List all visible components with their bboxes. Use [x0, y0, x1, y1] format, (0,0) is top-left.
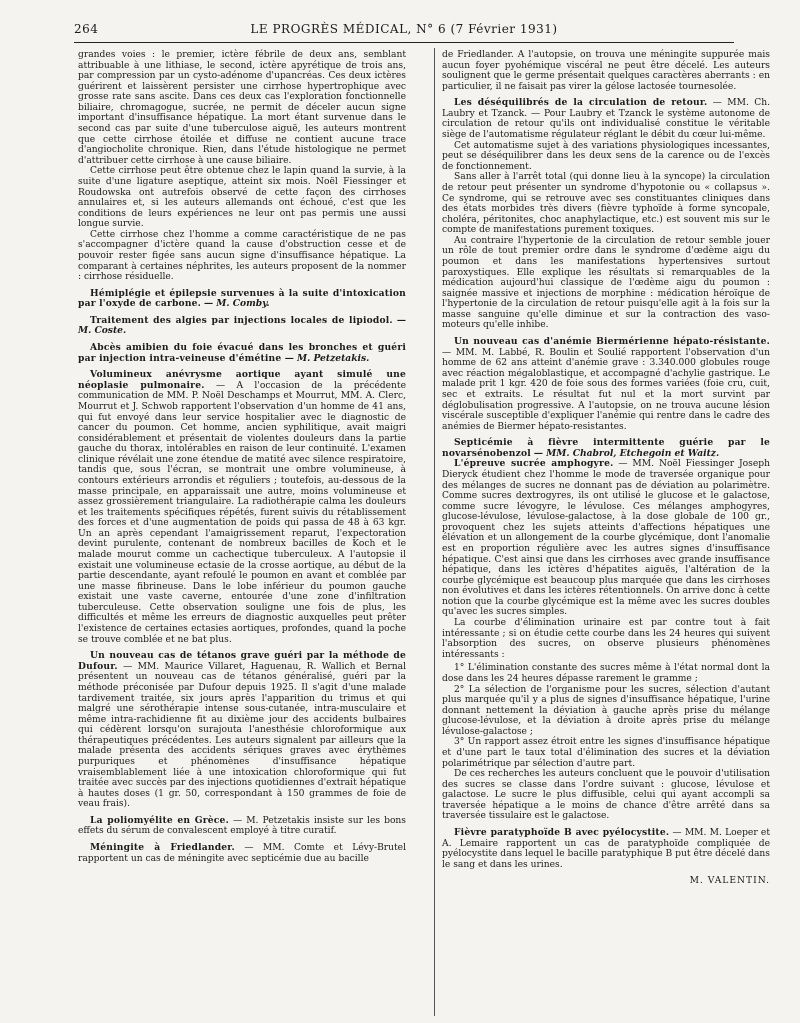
section-title: Septicémie à fièvre intermittente guérie par le novarsénobenzol: [442, 437, 770, 459]
section-title: Méningite à Friedlander.: [90, 842, 235, 854]
section-paratyphoide: [442, 828, 770, 870]
left-column: [78, 50, 406, 864]
paragraph: Au contraire l'hypertonie de la circulation de retour semble jouer un rôle de tout premier ordre dans le syndrome d'œdème aigu du poumon et dans les manifestations hypertensives surtout paroxystiques. Elle explique les résultats si remarquables de la médication aujourd'hui classique de l'œdème aigu du poumon : saignée massive et injections de morphine : médication héroïque de l'hypertonie de la circulation de retour puisqu'elle agit à la fois sur la masse sanguine qu'elle diminue et sur la contraction des vaso-moteurs qu'elle inhibe.: [442, 235, 770, 331]
list-item: 1° L'élimination constante des sucres même à l'état normal dont la dose dans les 24 heures dépasse rarement le gramme ;: [442, 663, 770, 684]
paragraph: Cet automatisme sujet à des variations physiologiques incessantes, peut se déséquilibrer dans les deux sens de la carence ou de l'excès de fonctionnement.: [442, 140, 770, 172]
right-column: [442, 50, 770, 887]
section-author: — M. Comby.: [203, 298, 270, 310]
section-title: Abcès amibien du foie évacué dans les bronches et guéri par injection intra-veineuse d'émétine —: [78, 342, 406, 364]
paragraph: Cette cirrhose chez l'homme a comme caractéristique de ne pas s'accompagner d'ictère quand la cause d'obstruction cesse et de pouvoir rester figée sans aucun signe d'insuffisance hépatique. La comparant à certaines néphrites, les auteurs proposent de la nommer : cirrhose résiduelle.: [78, 229, 406, 283]
section-title: Fièvre paratyphoïde B avec pyélocystite.: [454, 827, 670, 839]
section-text: — MM. Maurice Villaret, Haguenau, R. Wallich et Bernal présentent un nouveau cas de tétanos généralisé, guéri par la méthode préconisée par Dufour depuis 1925. Il s'agit d'une malade tardivement traitée, six jours après l'apparition du trimus et qui malgré une sérothérapie intense sous-cutanée, intra-musculaire et même intra-rachidienne fit au dixième jour des accidents bulbaires qui cédèrent lorsqu'on surajouta l'anesthésie chloroformique aux thérapeutiques précédentes. Les auteurs signalent par ailleurs que la malade présenta des accidents sériques graves avec érythèmes purpuriques et phénomènes d'insuffisance hépatique vraisemblablement liée à une intoxication chloroformique qui fut traitée avec succès par des injections quotidiennes d'extrait hépatique à hautes doses (1 gr. 50, correspondant à 150 grammes de foie de veau frais).: [78, 661, 406, 810]
list-item: 3° Un rapport assez étroit entre les signes d'insuffisance hépatique et d'une part le taux total d'élimination des sucres et la déviation polarimétrique par sélection d'autre part.: [442, 737, 770, 769]
paragraph: de Friedlander. A l'autopsie, on trouva une méningite suppurée mais aucun foyer pyohémique viscéral ne peut être décelé. Les auteurs soulignent que le germe présentait quelques caractères aberrants : en particulier, il ne faisait pas virer la gélose lactosée tournesolée.: [442, 50, 770, 92]
running-title: LE PROGRÈS MÉDICAL, N° 6 (7 Février 1931): [250, 22, 558, 36]
paragraph: Cette cirrhose peut être obtenue chez le lapin quand la survie, à la suite d'une ligature aseptique, atteint six mois. Noël Fiessinger et Roudowska ont autrefois observé de cette façon des cirrhoses annulaires et, si les auteurs allemands ont échoué, c'est que les conditions de leurs expériences ne leur ont pas permis une aussi longue survie.: [78, 166, 406, 230]
section-hemiplegie: [78, 289, 406, 310]
section-anevrysme: [78, 370, 406, 645]
section-title: Un nouveau cas d'anémie Biermérienne hépato-résistante.: [454, 336, 770, 348]
paragraph: De ces recherches les auteurs concluent que le pouvoir d'utilisation des sucres se classe dans l'ordre suivant : glucose, lévulose et galactose. Le sucre le plus diffusible, celui qui ayant accompli sa traversée hépatique a le moins de chance d'être arrêté dans sa traversée tissulaire est le galactose.: [442, 769, 770, 822]
numbered-list: [442, 663, 770, 769]
section-abces: [78, 343, 406, 364]
section-septicemie: [442, 438, 770, 459]
section-title: Traitement des algies par injections locales de lipiodol.: [90, 314, 393, 326]
section-author: — M. Coste.: [78, 314, 406, 337]
section-text: — M. Petzetakis insiste sur les bons effets du sérum de convalescent employé à titre curatif.: [78, 815, 406, 837]
list-item: 2° La sélection de l'organisme pour les sucres, sélection d'autant plus marquée qu'il y a plus de signes d'insuffisance hépatique, l'urine donnant nettement la déviation à gauche après prise du mélange glucose-lévulose, et la déviation à droite après prise du mélange lévulose-galactose ;: [442, 684, 770, 737]
column-divider: [434, 48, 435, 1016]
section-epreuve-sucree: [442, 459, 770, 822]
section-text: — A l'occasion de la précédente communication de MM. P. Noël Deschamps et Mourrut, MM. A. Clerc, Mourrut et J. Schwob rapportent l'observation d'un homme de 41 ans, qui fut envoyé dans leur service hospitalier avec le diagnostic de cancer du poumon. Cet homme, ancien syphilitique, avait maigri considérablement et présentait de violentes douleurs dans la partie gauche du thorax, intolérables en raison de leur continuité. L'examen clinique révélait une zone étendue de matité avec silence respiratoire, tandis que, sous l'écran, se montrait une ombre volumineuse, à contours extérieurs arrondis et réguliers ; toutefois, au-dessous de la masse principale, en apparaissait une autre, moins volumineuse et assez grossièrement triangulaire. La radiothérapie calma les douleurs et les traitements spécifiques répétés, furent suivis du rétablissement des forces et d'une augmentation de poids qui passa de 48 à 63 kgr. Un an après cependant l'amaigrissement reparut, l'expectoration devint purulente, contenant de nombreux bacilles de Koch et le malade mourut comme un cachectique tuberculeux. A l'autopsie il existait une volumineuse ectasie de la crosse aortique, au début de la partie descendante, ayant refoulé le poumon en avant et comblée par une masse fibrineuse. Dans le lobe inférieur du poumon gauche existait une vaste caverne, entourée d'une zone d'infiltration tuberculeuse. Cette observation souligne une fois de plus, les difficultés et même les erreurs de diagnostic auxquelles peut prêter l'existence de certaines ectasies aortiques, profondes, quand la poche se trouve comblée et ne bat plus.: [78, 380, 406, 645]
page-number: 264: [74, 22, 99, 36]
section-title: Les déséquilibrés de la circulation de retour.: [454, 97, 708, 109]
section-algies: [78, 316, 406, 337]
paragraph: Sans aller à l'arrêt total (qui donne lieu à la syncope) la circulation de retour peut présenter un syndrome d'hypotonie ou « collapsus ». Ce syndrome, qui se retrouve avec ses constituantes cliniques dans des états morbides très divers (fièvre typhoïde à forme syncopale, choléra, péritonites, choc anaphylactique, etc.) est souvent mis sur le compte de manifestations purement toxiques.: [442, 172, 770, 236]
section-title: L'épreuve sucrée amphogyre.: [454, 458, 614, 470]
section-title: Un nouveau cas de tétanos grave guéri par la méthode de Dufour.: [78, 650, 406, 672]
section-tetanos: [78, 651, 406, 810]
section-text: — MM. M. Labbé, R. Boulin et Soulié rapportent l'observation d'un homme de 62 ans atteint d'anémie grave : 3.340.000 globules rouge avec réaction mégaloblastique, et accompagné d'achylie gastrique. Le malade prit 1 kgr. 420 de foie sous des formes variées (foie cru, cuit, sec et extraits. Le résultat fut nul et la mort survint par déglobulisation progressive. A l'autopsie, on ne trouva aucune lésion viscérale susceptible d'expliquer l'anémie qui rentre dans le cadre des anémies de Biermer hépato-resistantes.: [442, 347, 770, 432]
section-title: Volumineux anévrysme aortique ayant simulé une néoplasie pulmonaire.: [78, 369, 406, 391]
header-rule: [74, 42, 734, 43]
paragraph: La courbe d'élimination urinaire est par contre tout à fait intéressante ; si on étudie cette courbe dans les 24 heures qui suivent l'absorption des sucres, on observe plusieurs phénomènes intéressants :: [442, 618, 770, 660]
paragraph: grandes voies : le premier, ictère fébrile de deux ans, semblant attribuable à une lithiase, le second, ictère apyrétique de trois ans, par compression par un cysto-adénome d'upancréas. Ces deux ictères guérirent et laissèrent persister une cirrhose hypertrophique avec grosse rate sans ascite. Dans ces deux cas l'exploration fonctionnelle biliaire, chromagogue, sucrée, ne permit de déceler aucun signe important d'insuffisance hépatique. La mort étant survenue dans le second cas par suite d'une tuberculose aiguë, les auteurs montrent que cette cirrhose étoilée et diffuse ne contient aucune trace d'angiocholite chronique. Rien, dans l'étude histologique ne permet d'attribuer cette cirrhose à une cause biliaire.: [78, 50, 406, 166]
section-poliomyelite: [78, 816, 406, 837]
section-anemie: [442, 337, 770, 432]
section-title: Hémiplégie et épilepsie survenues à la suite d'intoxication par l'oxyde de carbone.: [78, 287, 406, 310]
section-author: — MM. Chabrol, Etchegoin et Waitz.: [533, 447, 720, 459]
page-header: [74, 22, 734, 40]
section-author: M. Petzetakis.: [296, 352, 370, 364]
section-circulation: [442, 98, 770, 331]
section-text: — MM. Noël Fiessinger Joseph Dieryck étudient chez l'homme le mode de traversée organique pour des mélanges de sucres ne donnant pas de déviation au polarimètre. Comme sucres dextrogyres, ils ont utilisé le glucose et le galactose, comme sucre lévogyre, le lévulose. Ces mélanges amphogyres, glucose-lévulose, lévulose-galactose, à la dose globale de 100 gr., provoquent chez les sujets atteints d'affections hépatiques une élévation et un allongement de la courbe glycémique, dont l'anomalie est en proportion régulière avec les autres signes d'insuffisance hépatique. C'est ainsi que dans les cirrhoses avec grande insuffisance hépatique, dans les ictères d'hépatites aiguës, l'altération de la courbe glycémique est beaucoup plus marquée que dans les cirrhoses non évolutives et dans les ictères rétentionnels. On arrive donc à cette notion que la courbe glycémique est la même avec les sucres doubles qu'avec les sucres simples.: [442, 459, 770, 618]
section-text: — MM. Comte et Lévy-Brutel rapportent un cas de méningite avec septicémie due au bacille: [78, 843, 406, 864]
section-text: — MM. Ch. Laubry et Tzanck. — Pour Laubry et Tzanck le système autonome de circulation de retour qu'ils ont individualisé constitue le véritable siège de l'automatisme régulateur réglant le débit du cœur lui-même.: [442, 98, 770, 141]
section-text: — MM. M. Loeper et A. Lemaire rapportent un cas de paratyphoïde compliquée de pyélocystite dans lequel le bacille paratyphique B put être décelé dans le sang et dans les urines.: [442, 828, 770, 870]
section-meningite: [78, 843, 406, 864]
signature: M. VALENTIN.: [689, 876, 770, 887]
section-title: La poliomyélite en Grèce.: [90, 814, 229, 826]
